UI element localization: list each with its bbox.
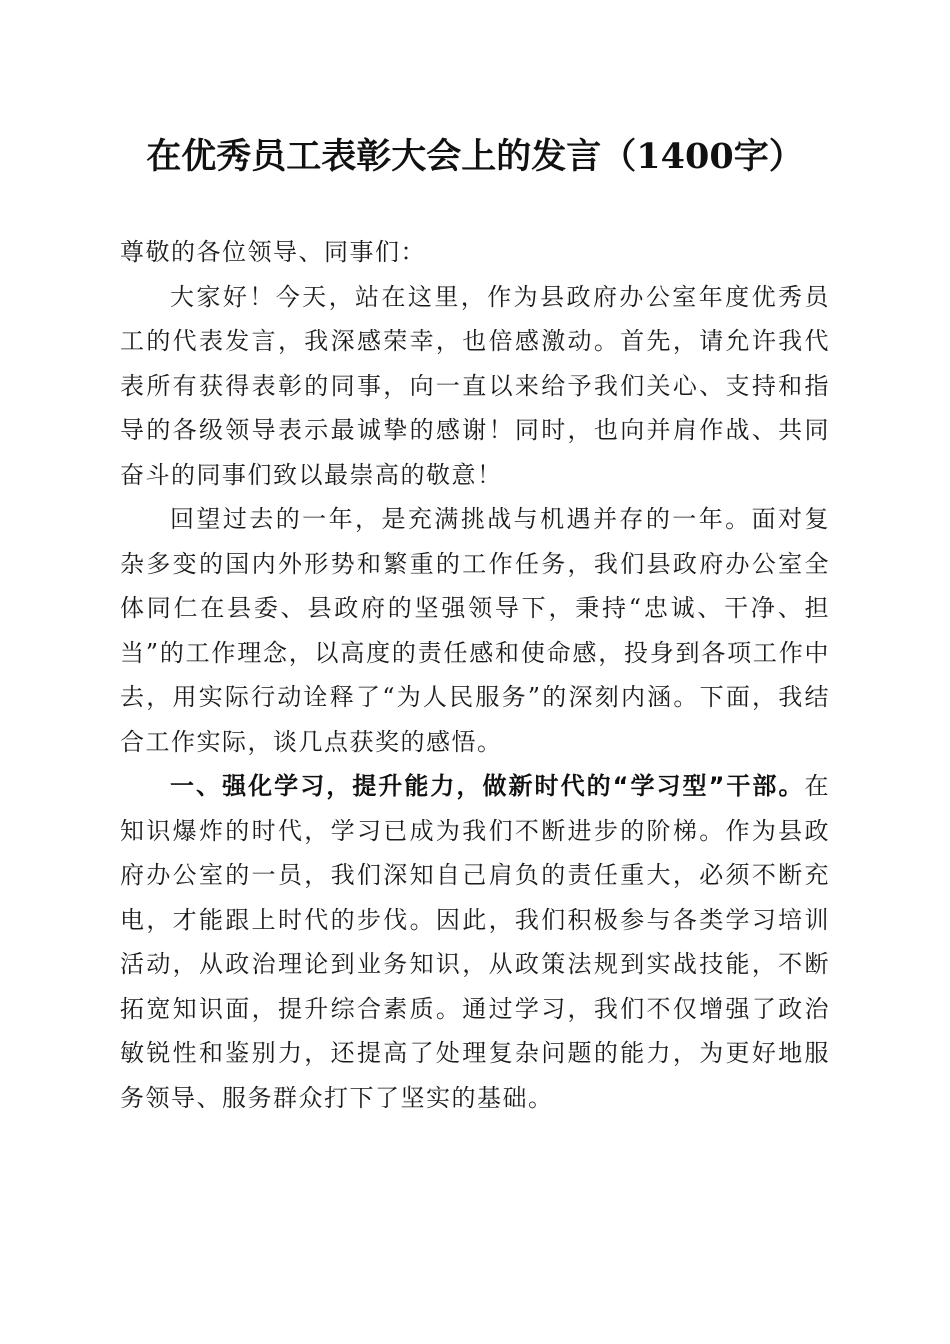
document-body (120, 230, 830, 1120)
salutation: 尊敬的各位领导、同事们： (120, 238, 426, 266)
section-1-text: 在知识爆炸的时代，学习已成为我们不断进步的阶梯。作为县政府办公室的一员，我们深知自己肩负的责任重大，必须不断充电，才能跟上时代的步伐。因此，我们积极参与各类学习培训活动，从政治理论到业务知识，从政策法规到实战技能，不断拓宽知识面，提升综合素质。通过学习，我们不仅增强了政治敏锐性和鉴别力，还提高了处理复杂问题的能力，为更好地服务领导、服务群众打下了坚实的基础。 (120, 772, 830, 1112)
section-1-paragraph (120, 764, 830, 1120)
paragraph-greeting: 大家好！今天，站在这里，作为县政府办公室年度优秀员工的代表发言，我深感荣幸，也倍感激动。首先，请允许我代表所有获得表彰的同事，向一直以来给予我们关心、支持和指导的各级领导表示最诚挚的感谢！同时，也向并肩作战、共同奋斗的同事们致以最崇高的敬意！ (120, 282, 830, 489)
document-title: 在优秀员工表彰大会上的发言（1400字） (146, 136, 804, 177)
section-1-heading: 一、强化学习，提升能力，做新时代的“学习型”干部。 (170, 772, 805, 800)
paragraph-review: 回望过去的一年，是充满挑战与机遇并存的一年。面对复杂多变的国内外形势和繁重的工作任务，我们县政府办公室全体同仁在县委、县政府的坚强领导下，秉持“忠诚、干净、担当”的工作理念，以高度的责任感和使命感，投身到各项工作中去，用实际行动诠释了“为人民服务”的深刻内涵。下面，我结合工作实际，谈几点获奖的感悟。 (120, 505, 830, 756)
